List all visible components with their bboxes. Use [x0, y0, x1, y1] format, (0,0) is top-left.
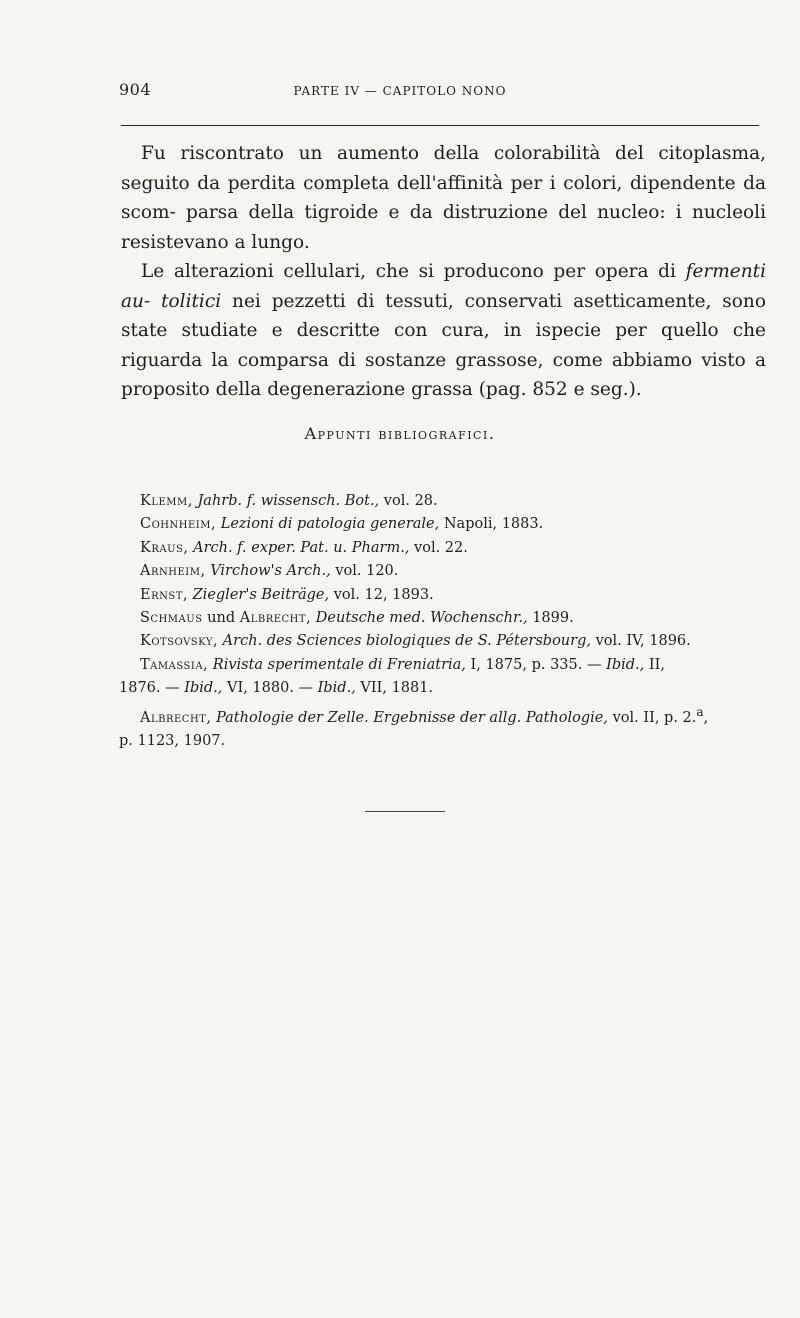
- ref-author: Kotsovsky,: [140, 633, 219, 650]
- paragraph-2: [121, 257, 766, 405]
- p2-line-4: comparsa di sostanze grassose, come abbiamo visto a proposito della: [121, 349, 766, 400]
- ref-author: Cohnheim,: [140, 516, 217, 533]
- p1-line-4: a lungo.: [234, 231, 310, 253]
- ref-detail: I, 1875, p. 335. —: [470, 656, 602, 673]
- ref-author: Ernst,: [140, 586, 188, 603]
- ref-ibid: Ibid.,: [606, 656, 645, 673]
- end-rule: [365, 811, 445, 812]
- ref-detail: Napoli, 1883.: [443, 516, 544, 533]
- ref-klemm: [119, 490, 771, 513]
- p2-line-5: degenerazione grassa (pag. 852 e seg.).: [267, 379, 642, 400]
- ref-ibid: Ibid.,: [317, 680, 356, 697]
- ref-work: Virchow's Arch.,: [210, 563, 331, 580]
- ref-tamassia-cont: [119, 677, 771, 700]
- bibliography-list: [119, 490, 771, 753]
- p2-italic-2: tolitici: [161, 290, 222, 312]
- header-rule: [121, 125, 759, 126]
- ref-work: Deutsche med. Wochenschr.,: [315, 610, 528, 627]
- ref-ibid: Ibid.,: [184, 680, 223, 697]
- ref-schmaus: [119, 607, 771, 630]
- p2-line-2b: nei pezzetti di tessuti, conservati asetticamente, sono state: [121, 290, 766, 341]
- ref-detail: II,: [648, 656, 665, 673]
- ref-detail: vol. II, p. 2.: [612, 709, 697, 726]
- ref-detail: 1899.: [532, 610, 574, 627]
- ref-work: Arch. f. exper. Pat. u. Pharm.,: [193, 539, 410, 556]
- ref-author-2: Albrecht,: [239, 610, 312, 627]
- paragraph-1: [121, 139, 766, 257]
- ref-arnheim: [119, 560, 771, 583]
- ref-author: Klemm,: [140, 493, 193, 509]
- ref-detail: vol. 12, 1893.: [333, 586, 434, 603]
- ref-detail: VI, 1880. —: [227, 680, 314, 697]
- p2-italic-1: fermenti au-: [121, 261, 766, 312]
- ref-detail: vol. 28.: [383, 493, 438, 509]
- ref-superscript: a: [696, 704, 704, 719]
- ref-work: Jahrb. f. wissensch. Bot.,: [197, 493, 380, 509]
- p1-line-1: Fu riscontrato un aumento della colorabilità del citoplasma, seguito: [121, 143, 766, 194]
- p2-line-1a: Le alterazioni cellulari, che si producono per opera di: [141, 261, 686, 282]
- ref-author: Kraus,: [140, 539, 189, 556]
- ref-detail: p. 1123, 1907.: [119, 732, 226, 749]
- ref-conjunction: und: [207, 610, 236, 627]
- ref-author: Albrecht,: [140, 709, 212, 726]
- ref-author: Schmaus: [140, 610, 203, 627]
- ref-author: Arnheim,: [140, 563, 206, 580]
- ref-albrecht-cont: [119, 730, 771, 753]
- ref-detail: VII, 1881.: [360, 680, 434, 697]
- ref-kraus: [119, 537, 771, 560]
- p1-line-2: da perdita completa dell'affinità per i colori, dipendente da scom-: [121, 172, 766, 223]
- bibliography-heading: Appunti bibliografici.: [304, 424, 496, 443]
- ref-work: Ziegler's Beiträge,: [192, 586, 330, 603]
- ref-kotsovsky: [119, 630, 771, 653]
- ref-work: Arch. des Sciences biologiques de S. Pétersbourg,: [222, 633, 591, 650]
- running-head: PARTE IV — CAPITOLO NONO: [293, 84, 507, 98]
- ref-detail: vol. 120.: [335, 563, 399, 580]
- ref-detail: vol. IV, 1896.: [595, 633, 691, 650]
- ref-work: Lezioni di patologia generale,: [220, 516, 440, 533]
- ref-author: Tamassia,: [140, 656, 209, 673]
- page-number: 904: [119, 80, 152, 99]
- ref-ernst: [119, 584, 771, 607]
- body-text: [121, 139, 766, 405]
- ref-detail: 1876. —: [119, 680, 180, 697]
- ref-detail: vol. 22.: [414, 539, 468, 556]
- ref-work: Pathologie der Zelle. Ergebnisse der allg. Pathologie,: [216, 709, 608, 726]
- p2-line-3: studiate e descritte con cura, in ispecie per quello che riguarda la: [121, 320, 766, 371]
- ref-detail: ,: [703, 709, 709, 726]
- ref-tamassia: [119, 654, 771, 677]
- ref-work: Rivista sperimentale di Freniatria,: [212, 656, 466, 673]
- ref-albrecht: [119, 701, 771, 730]
- p1-line-3: parsa della tigroide e da distruzione del nucleo: i nucleoli resistevano: [121, 202, 766, 253]
- ref-cohnheim: [119, 513, 771, 536]
